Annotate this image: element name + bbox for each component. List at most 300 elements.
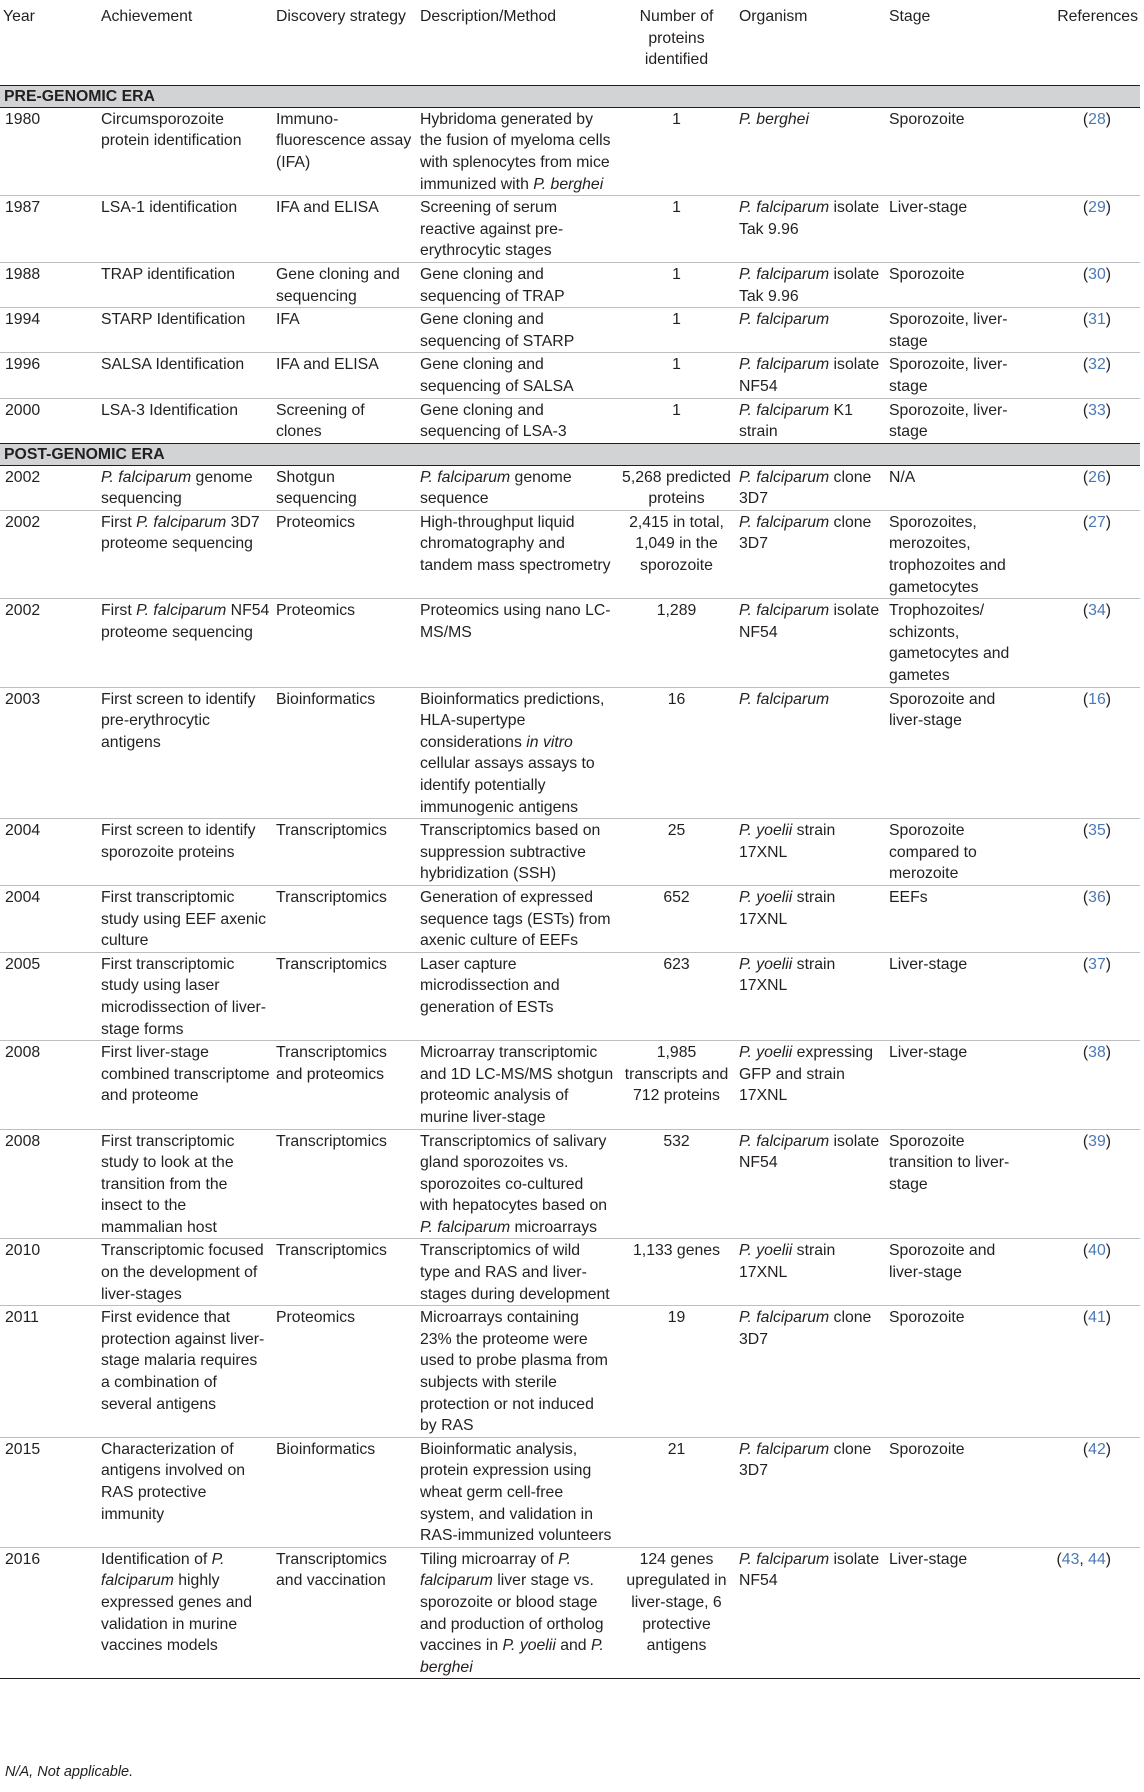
cell-stage: Sporozoite bbox=[886, 262, 1024, 307]
cell-discovery-strategy: Transcriptomics bbox=[273, 952, 417, 1040]
header-description: Description/Method bbox=[417, 6, 617, 85]
cell-organism bbox=[736, 353, 886, 398]
reference-link[interactable]: 36 bbox=[1088, 888, 1106, 906]
cell-references bbox=[1024, 262, 1140, 307]
table-row bbox=[0, 819, 1140, 886]
reference-link[interactable]: 28 bbox=[1088, 110, 1106, 128]
cell-number-of-proteins: 19 bbox=[617, 1306, 736, 1438]
cell-year: 2004 bbox=[0, 819, 98, 886]
cell-number-of-proteins: 1,985 transcripts and 712 proteins bbox=[617, 1041, 736, 1129]
ref-paren: ( bbox=[1082, 602, 1089, 620]
organism-species: P. falciparum bbox=[739, 311, 830, 329]
ref-paren: ) bbox=[1105, 888, 1111, 906]
cell-achievement bbox=[98, 308, 273, 353]
ref-paren: ) bbox=[1105, 1440, 1111, 1458]
cell-description bbox=[417, 510, 617, 598]
achievement-text: STARP Identification bbox=[101, 311, 246, 329]
cell-number-of-proteins: 5,268 predicted proteins bbox=[622, 468, 731, 508]
ref-paren: ( bbox=[1082, 1132, 1089, 1150]
cell-stage: Sporozoite and liver-stage bbox=[886, 687, 1024, 819]
cell-description bbox=[417, 1437, 617, 1547]
ref-paren: ( bbox=[1082, 822, 1089, 840]
organism-detail: clone 3D7 bbox=[739, 1309, 872, 1348]
cell-number-of-proteins: 1 bbox=[617, 262, 736, 307]
cell-organism bbox=[736, 819, 886, 886]
table-row bbox=[0, 1306, 1140, 1438]
cell-references bbox=[1024, 1239, 1140, 1306]
cell-organism bbox=[736, 599, 886, 687]
description-text: Transcriptomics of salivary gland sporozoites vs. sporozoites co-cultured with hepatocytes based on bbox=[420, 1132, 608, 1215]
cell-stage: Liver-stage bbox=[886, 952, 1024, 1040]
reference-link[interactable]: 39 bbox=[1088, 1132, 1106, 1150]
cell-stage: N/A bbox=[889, 468, 916, 486]
cell-description bbox=[417, 952, 617, 1040]
cell-organism bbox=[736, 1547, 886, 1679]
cell-achievement bbox=[98, 1547, 273, 1679]
achievement-text: Characterization of antigens involved on RAS protective immunity bbox=[101, 1440, 246, 1523]
cell-references bbox=[1024, 952, 1140, 1040]
ref-paren: ( bbox=[1082, 1440, 1089, 1458]
organism-species: P. yoelii bbox=[739, 822, 793, 840]
cell-number-of-proteins: 25 bbox=[617, 819, 736, 886]
cell-discovery-strategy: Shotgun sequencing bbox=[276, 468, 357, 508]
table-row bbox=[0, 599, 1140, 687]
ref-paren: ) bbox=[1105, 401, 1111, 419]
achievement-text: First bbox=[101, 513, 137, 531]
organism-species: P. falciparum bbox=[739, 1550, 830, 1568]
cell-discovery-strategy: Proteomics bbox=[273, 599, 417, 687]
cell-references bbox=[1024, 885, 1140, 952]
ref-paren: ( bbox=[1082, 265, 1089, 283]
table-body bbox=[0, 85, 1140, 1679]
achievement-text: First transcriptomic study to look at the transition from the insect to the mammalian host bbox=[101, 1132, 235, 1236]
organism-detail: strain 17XNL bbox=[739, 822, 836, 861]
ref-paren: ) bbox=[1105, 955, 1111, 973]
header-achievement: Achievement bbox=[98, 6, 273, 85]
cell-number-of-proteins: 16 bbox=[617, 687, 736, 819]
cell-organism bbox=[736, 398, 886, 443]
table-row bbox=[0, 107, 1140, 195]
table-row bbox=[0, 1437, 1140, 1547]
achievement-text: First screen to identify sporozoite proteins bbox=[101, 822, 256, 861]
header-stage: Stage bbox=[886, 6, 1024, 85]
cell-year: 2003 bbox=[0, 687, 98, 819]
cell-year: 2002 bbox=[0, 599, 98, 687]
cell-discovery-strategy: Transcriptomics bbox=[273, 885, 417, 952]
reference-link[interactable]: 30 bbox=[1088, 265, 1106, 283]
cell-description bbox=[417, 1041, 617, 1129]
cell-year: 2011 bbox=[0, 1306, 98, 1438]
achievement-text: Identification of bbox=[101, 1550, 212, 1568]
description-italic: P. berghei bbox=[533, 175, 604, 193]
cell-stage: Liver-stage bbox=[886, 196, 1024, 263]
cell-references bbox=[1024, 107, 1140, 195]
description-text: Hybridoma generated by the fusion of myeloma cells with splenocytes from mice immunized with bbox=[420, 110, 611, 193]
cell-stage: Sporozoite, liver-stage bbox=[886, 398, 1024, 443]
organism-detail: K1 strain bbox=[739, 401, 853, 441]
cell-organism bbox=[736, 952, 886, 1040]
achievement-text: SALSA Identification bbox=[101, 356, 245, 374]
achievement-text: First transcriptomic study using EEF axenic culture bbox=[101, 888, 267, 950]
cell-references bbox=[1024, 687, 1140, 819]
ref-paren: ) bbox=[1105, 311, 1111, 329]
cell-references bbox=[1024, 510, 1140, 598]
reference-link[interactable]: 33 bbox=[1088, 401, 1106, 419]
achievement-text: First evidence that protection against liver-stage malaria requires a combination of several antigens bbox=[101, 1309, 265, 1413]
cell-year: 2008 bbox=[0, 1129, 98, 1239]
cell-year: 2008 bbox=[0, 1041, 98, 1129]
organism-species: P. falciparum bbox=[739, 356, 830, 374]
description-italic: P. falciparum bbox=[420, 468, 511, 486]
ref-paren: ) bbox=[1105, 468, 1111, 486]
cell-description bbox=[417, 1547, 617, 1679]
achievement-text: 3D7 proteome sequencing bbox=[101, 513, 260, 553]
cell-discovery-strategy: Immuno-fluorescence assay (IFA) bbox=[276, 110, 412, 171]
cell-achievement bbox=[98, 1437, 273, 1547]
reference-link[interactable]: 41 bbox=[1088, 1309, 1106, 1327]
ref-paren: ) bbox=[1105, 690, 1111, 708]
reference-link[interactable]: 16 bbox=[1088, 690, 1106, 708]
ref-paren: ) bbox=[1105, 356, 1111, 374]
cell-references bbox=[1024, 1437, 1140, 1547]
organism-detail: strain 17XNL bbox=[739, 888, 836, 928]
reference-link[interactable]: 42 bbox=[1088, 1440, 1106, 1458]
reference-link[interactable]: 37 bbox=[1088, 955, 1106, 973]
achievement-species: P. falciparum bbox=[136, 513, 227, 531]
cell-achievement bbox=[98, 1129, 273, 1239]
era-row-pre-genomic bbox=[0, 85, 1140, 107]
table-row bbox=[0, 398, 1140, 443]
achievement-text: LSA-3 Identification bbox=[101, 401, 238, 419]
reference-link[interactable]: 34 bbox=[1088, 602, 1106, 620]
achievement-text: LSA-1 identification bbox=[101, 199, 238, 217]
organism-species: P. falciparum bbox=[739, 1132, 830, 1150]
cell-discovery-strategy: IFA and ELISA bbox=[273, 196, 417, 263]
description-text: Screening of serum reactive against pre-erythrocytic stages bbox=[420, 199, 564, 260]
cell-description bbox=[417, 687, 617, 819]
ref-paren: ( bbox=[1082, 955, 1089, 973]
cell-references bbox=[1024, 1547, 1140, 1679]
organism-species: P. falciparum bbox=[739, 401, 830, 419]
organism-species: P. falciparum bbox=[739, 1309, 830, 1327]
cell-organism bbox=[736, 196, 886, 263]
ref-paren: ) bbox=[1105, 1309, 1111, 1327]
ref-paren: ) bbox=[1105, 1132, 1111, 1150]
cell-number-of-proteins: 1,133 genes bbox=[617, 1239, 736, 1306]
description-italic: in vitro bbox=[526, 733, 573, 751]
ref-paren: ) bbox=[1105, 265, 1111, 283]
cell-achievement bbox=[98, 398, 273, 443]
table-row bbox=[0, 262, 1140, 307]
era-label: POST-GENOMIC ERA bbox=[0, 443, 1140, 465]
table-footnote: N/A, Not applicable. bbox=[5, 1764, 134, 1780]
cell-discovery-strategy: Transcriptomics and vaccination bbox=[273, 1547, 417, 1679]
cell-organism bbox=[736, 1306, 886, 1438]
organism-detail: isolate NF54 bbox=[739, 1550, 880, 1590]
cell-achievement bbox=[98, 510, 273, 598]
cell-description bbox=[417, 398, 617, 443]
cell-organism bbox=[736, 1041, 886, 1129]
cell-description bbox=[417, 107, 617, 195]
description-text: liver stage vs. sporozoite or blood stage and production of ortholog vaccines in bbox=[420, 1572, 604, 1655]
organism-detail: isolate NF54 bbox=[739, 1132, 880, 1172]
cell-number-of-proteins: 1 bbox=[617, 398, 736, 443]
table-row bbox=[0, 1129, 1140, 1239]
table-row bbox=[0, 885, 1140, 952]
cell-description bbox=[417, 196, 617, 263]
achievement-text: First liver-stage combined transcriptome and proteome bbox=[101, 1044, 270, 1105]
organism-detail: strain 17XNL bbox=[739, 955, 836, 995]
cell-stage: Sporozoite bbox=[889, 110, 965, 128]
cell-year: 2002 bbox=[5, 468, 41, 486]
cell-organism bbox=[736, 1239, 886, 1306]
cell-description bbox=[417, 819, 617, 886]
reference-link[interactable]: 35 bbox=[1088, 822, 1106, 840]
cell-achievement bbox=[98, 107, 273, 195]
cell-year: 1996 bbox=[0, 353, 98, 398]
header-number-of-proteins: Number of proteins identified bbox=[617, 6, 736, 85]
cell-year: 1980 bbox=[5, 110, 41, 128]
cell-achievement bbox=[98, 1041, 273, 1129]
cell-year: 2002 bbox=[0, 510, 98, 598]
ref-paren: ) bbox=[1105, 1044, 1111, 1062]
cell-references bbox=[1024, 1041, 1140, 1129]
cell-number-of-proteins: 652 bbox=[617, 885, 736, 952]
cell-number-of-proteins: 21 bbox=[617, 1437, 736, 1547]
cell-achievement bbox=[98, 465, 273, 510]
reference-link[interactable]: 40 bbox=[1088, 1242, 1106, 1260]
cell-achievement bbox=[98, 819, 273, 886]
description-italic: P. yoelii bbox=[502, 1637, 556, 1655]
cell-description bbox=[417, 599, 617, 687]
cell-references bbox=[1024, 819, 1140, 886]
table-row bbox=[0, 196, 1140, 263]
cell-stage: Sporozoite transition to liver-stage bbox=[886, 1129, 1024, 1239]
cell-number-of-proteins: 124 genes upregulated in liver-stage, 6 protective antigens bbox=[617, 1547, 736, 1679]
cell-number-of-proteins: 1 bbox=[617, 353, 736, 398]
achievement-text: First transcriptomic study using laser microdissection of liver-stage forms bbox=[101, 955, 267, 1038]
reference-link[interactable]: 32 bbox=[1088, 356, 1106, 374]
ref-paren: ( bbox=[1082, 1242, 1089, 1260]
cell-stage: Sporozoite compared to merozoite bbox=[886, 819, 1024, 886]
cell-achievement bbox=[98, 952, 273, 1040]
achievement-text: TRAP identification bbox=[101, 265, 236, 283]
cell-discovery-strategy: Proteomics bbox=[273, 1306, 417, 1438]
cell-achievement bbox=[98, 1239, 273, 1306]
cell-number-of-proteins: 532 bbox=[617, 1129, 736, 1239]
organism-species: P. falciparum bbox=[739, 265, 830, 283]
cell-stage: Sporozoite and liver-stage bbox=[886, 1239, 1024, 1306]
organism-detail: isolate Tak 9.96 bbox=[739, 199, 880, 238]
cell-achievement bbox=[98, 262, 273, 307]
reference-link[interactable]: 38 bbox=[1088, 1044, 1106, 1062]
cell-organism bbox=[736, 107, 886, 195]
era-label: PRE-GENOMIC ERA bbox=[0, 85, 1140, 107]
cell-description bbox=[417, 353, 617, 398]
organism-detail: isolate NF54 bbox=[739, 602, 880, 641]
table-header bbox=[0, 6, 1140, 85]
cell-references bbox=[1024, 599, 1140, 687]
cell-stage: Liver-stage bbox=[886, 1041, 1024, 1129]
description-text: Proteomics using nano LC-MS/MS bbox=[420, 602, 611, 641]
organism-species: P. yoelii bbox=[739, 1242, 793, 1260]
ref-separator: , bbox=[1079, 1550, 1089, 1568]
reference-link[interactable]: 27 bbox=[1088, 513, 1106, 531]
organism-detail: expressing GFP and strain 17XNL bbox=[739, 1044, 874, 1105]
cell-discovery-strategy: Transcriptomics and proteomics bbox=[273, 1041, 417, 1129]
header-year: Year bbox=[0, 6, 98, 85]
cell-number-of-proteins: 1 bbox=[617, 196, 736, 263]
description-text: cellular assays assays to identify potentially immunogenic antigens bbox=[420, 755, 595, 816]
cell-discovery-strategy: Screening of clones bbox=[273, 398, 417, 443]
cell-number-of-proteins: 1,289 bbox=[617, 599, 736, 687]
cell-description bbox=[417, 262, 617, 307]
reference-link[interactable]: 44 bbox=[1088, 1550, 1106, 1568]
ref-paren: ( bbox=[1056, 1550, 1062, 1568]
cell-year: 2005 bbox=[0, 952, 98, 1040]
cell-discovery-strategy: IFA and ELISA bbox=[273, 353, 417, 398]
achievement-species: P. falciparum bbox=[101, 1550, 225, 1590]
cell-description bbox=[417, 308, 617, 353]
ref-paren: ) bbox=[1105, 199, 1111, 217]
organism-detail: isolate Tak 9.96 bbox=[739, 265, 880, 305]
ref-paren: ) bbox=[1105, 1550, 1111, 1568]
ref-paren: ) bbox=[1105, 513, 1111, 531]
cell-stage: Sporozoite bbox=[886, 1306, 1024, 1438]
cell-organism bbox=[736, 687, 886, 819]
cell-description bbox=[417, 1129, 617, 1239]
organism-species: P. yoelii bbox=[739, 1044, 793, 1062]
description-italic: P. falciparum bbox=[420, 1550, 571, 1590]
cell-number-of-proteins: 1 bbox=[617, 308, 736, 353]
organism-detail: clone 3D7 bbox=[739, 1440, 872, 1480]
ref-paren: ( bbox=[1082, 513, 1089, 531]
organism-species: P. falciparum bbox=[739, 199, 830, 217]
organism-species: P. falciparum bbox=[739, 602, 830, 620]
cell-achievement bbox=[98, 196, 273, 263]
cell-organism bbox=[736, 885, 886, 952]
cell-achievement bbox=[98, 687, 273, 819]
cell-number-of-proteins: 2,415 in total, 1,049 in the sporozoite bbox=[617, 510, 736, 598]
description-text: and bbox=[555, 1637, 591, 1655]
achievement-text: highly expressed genes and validation in murine vaccines models bbox=[101, 1572, 253, 1655]
table-row bbox=[0, 510, 1140, 598]
organism-detail: isolate NF54 bbox=[739, 356, 880, 395]
cell-stage: Sporozoites, merozoites, trophozoites and gametocytes bbox=[886, 510, 1024, 598]
ref-paren: ( bbox=[1082, 356, 1089, 374]
cell-description bbox=[417, 885, 617, 952]
organism-species: P. falciparum bbox=[739, 690, 830, 708]
table-row bbox=[0, 1239, 1140, 1306]
description-text: Microarray transcriptomic and 1D LC-MS/MS shotgun proteomic analysis of murine liver-stage bbox=[420, 1044, 614, 1126]
description-text: Transcriptomics of wild type and RAS and liver-stages during development bbox=[420, 1242, 610, 1303]
cell-achievement bbox=[98, 885, 273, 952]
achievement-text: Circumsporozoite protein identification bbox=[101, 110, 242, 150]
description-text: High-throughput liquid chromatography and tandem mass spectrometry bbox=[420, 513, 611, 575]
table-row bbox=[0, 308, 1140, 353]
cell-discovery-strategy: Bioinformatics bbox=[273, 1437, 417, 1547]
cell-year: 2004 bbox=[0, 885, 98, 952]
cell-year: 2016 bbox=[0, 1547, 98, 1679]
achievement-species: P. falciparum bbox=[101, 468, 192, 486]
cell-references bbox=[1024, 1129, 1140, 1239]
cell-achievement bbox=[98, 599, 273, 687]
description-italic: P. berghei bbox=[420, 1637, 604, 1676]
reference-link[interactable]: 43 bbox=[1061, 1550, 1080, 1568]
cell-year: 2015 bbox=[0, 1437, 98, 1547]
achievement-text: genome sequencing bbox=[101, 468, 253, 508]
cell-organism bbox=[736, 308, 886, 353]
cell-achievement bbox=[98, 1306, 273, 1438]
cell-stage: EEFs bbox=[886, 885, 1024, 952]
cell-references bbox=[1024, 465, 1140, 510]
cell-discovery-strategy: Transcriptomics bbox=[273, 1129, 417, 1239]
achievement-text: First bbox=[101, 602, 137, 620]
ref-paren: ( bbox=[1082, 690, 1089, 708]
organism-species: P. falciparum bbox=[739, 468, 830, 486]
table-row bbox=[0, 687, 1140, 819]
description-italic: P. falciparum bbox=[420, 1218, 511, 1236]
ref-paren: ( bbox=[1082, 1044, 1089, 1062]
organism-detail: strain 17XNL bbox=[739, 1242, 836, 1282]
achievement-species: P. falciparum bbox=[136, 602, 227, 620]
cell-discovery-strategy: Transcriptomics bbox=[273, 1239, 417, 1306]
achievement-text: First screen to identify pre-erythrocytic antigens bbox=[101, 690, 256, 751]
description-text: microarrays bbox=[510, 1218, 598, 1236]
antigen-discovery-table bbox=[0, 6, 1140, 1679]
table-row bbox=[0, 1547, 1140, 1679]
description-text: Gene cloning and sequencing of SALSA bbox=[420, 356, 574, 395]
ref-paren: ( bbox=[1082, 468, 1089, 486]
organism-species: P. berghei bbox=[739, 110, 809, 128]
ref-paren: ) bbox=[1105, 822, 1111, 840]
cell-stage: Sporozoite, liver-stage bbox=[886, 353, 1024, 398]
table-row bbox=[0, 1041, 1140, 1129]
description-text: Laser capture microdissection and generation of ESTs bbox=[420, 955, 560, 1016]
description-text: Gene cloning and sequencing of LSA-3 bbox=[420, 401, 567, 441]
cell-year: 2000 bbox=[0, 398, 98, 443]
cell-references bbox=[1024, 398, 1140, 443]
reference-link[interactable]: 29 bbox=[1088, 199, 1106, 217]
achievement-text: NF54 proteome sequencing bbox=[101, 602, 270, 641]
cell-stage: Liver-stage bbox=[886, 1547, 1024, 1679]
organism-species: P. falciparum bbox=[739, 1440, 830, 1458]
description-text: genome sequence bbox=[420, 468, 572, 508]
reference-link[interactable]: 31 bbox=[1088, 311, 1106, 329]
cell-year: 1987 bbox=[0, 196, 98, 263]
reference-link[interactable]: 26 bbox=[1088, 468, 1106, 486]
table-row bbox=[0, 353, 1140, 398]
description-text: Tiling microarray of bbox=[420, 1550, 559, 1568]
cell-organism bbox=[736, 1129, 886, 1239]
cell-year: 1988 bbox=[0, 262, 98, 307]
ref-paren: ( bbox=[1082, 1309, 1089, 1327]
cell-organism bbox=[736, 510, 886, 598]
table-row bbox=[0, 465, 1140, 510]
cell-number-of-proteins: 623 bbox=[617, 952, 736, 1040]
era-row-post-genomic bbox=[0, 443, 1140, 465]
ref-paren: ( bbox=[1082, 401, 1089, 419]
cell-organism bbox=[736, 262, 886, 307]
cell-description bbox=[417, 1306, 617, 1438]
organism-species: P. falciparum bbox=[739, 513, 830, 531]
header-organism: Organism bbox=[736, 6, 886, 85]
description-text: Bioinformatics predictions, HLA-supertype considerations bbox=[420, 690, 605, 751]
description-text: Generation of expressed sequence tags (ESTs) from axenic culture of EEFs bbox=[420, 888, 611, 950]
cell-discovery-strategy: Proteomics bbox=[273, 510, 417, 598]
achievement-text: Transcriptomic focused on the development of liver-stages bbox=[101, 1242, 264, 1303]
cell-references bbox=[1024, 196, 1140, 263]
